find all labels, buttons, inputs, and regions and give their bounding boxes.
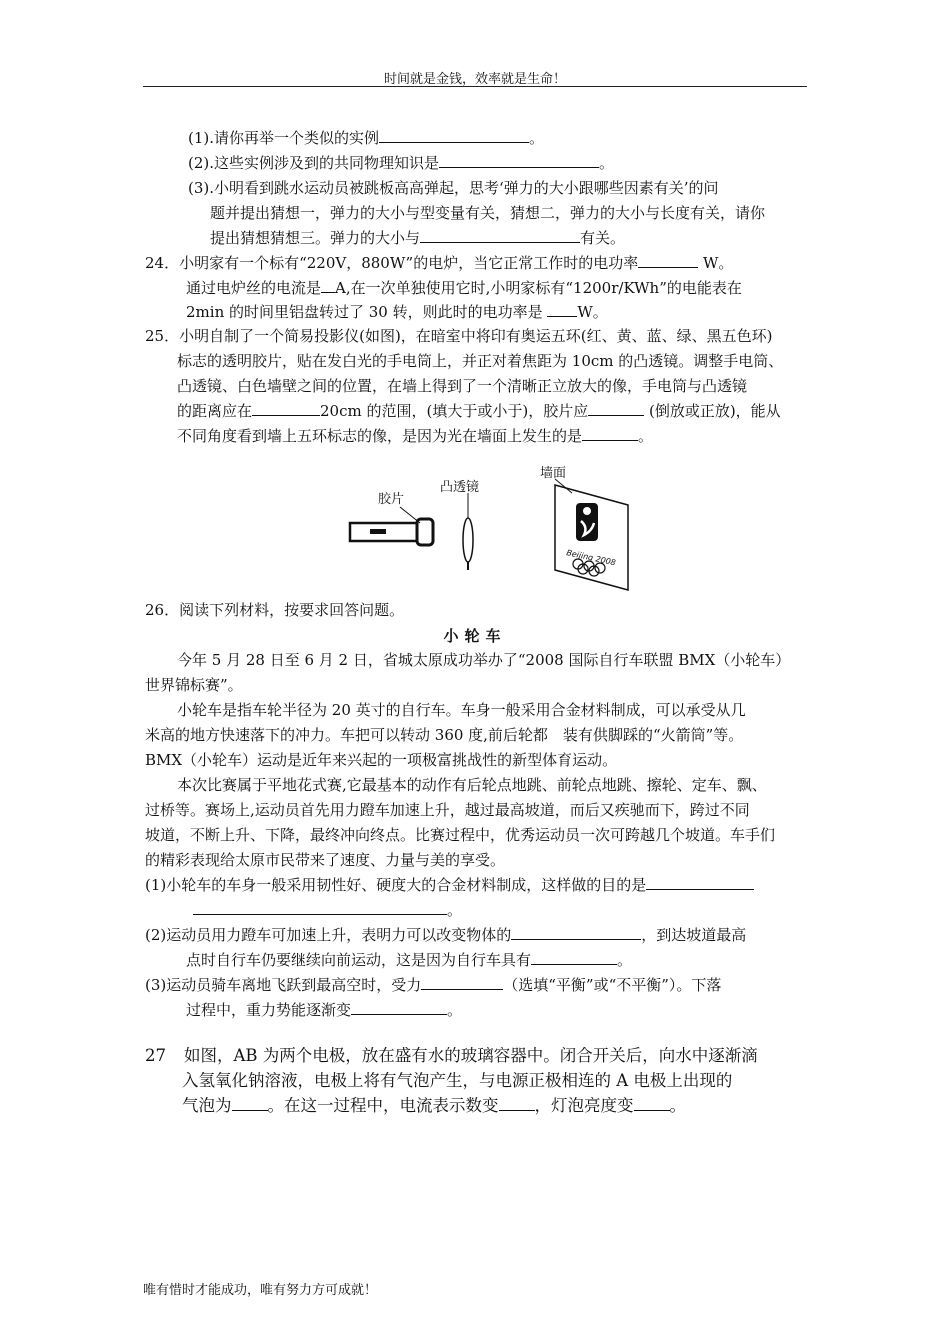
q26-answer-3-cont (186, 1000, 462, 1020)
projector-diagram (340, 465, 640, 595)
q26-p1-line-2: 世界锦标赛”。 (145, 676, 243, 694)
q24-text-2b: A,在一次单独使用它时,小明家标有“1200r/KWh”的电能表在 (335, 279, 742, 297)
q25-line-1: 25．小明自制了一个简易投影仪(如图)，在暗室中将印有奥运五环(红、黄、蓝、绿、黑五色环) (145, 327, 773, 345)
emblem-head (583, 507, 591, 515)
q26-answer-3-mid: （选填“平衡”或“不平衡”）。下落 (503, 976, 722, 994)
q23-item-3-line-1: (3).小明看到跳水运动员被跳板高高弹起，思考‘弹力的大小跟哪些因素有关’的问 (188, 179, 719, 197)
q26-answer-2-cont (186, 950, 632, 970)
answer-blank[interactable] (646, 875, 754, 890)
answer-blank[interactable] (321, 278, 335, 293)
q25-text-4c: (倒放或正放)，能从 (644, 402, 781, 420)
q27-text-3d: 。 (669, 1096, 686, 1115)
beijing-logo-text: Beijing 2008 (565, 548, 617, 568)
q27-number: 27 (145, 1046, 166, 1065)
flashlight-switch (370, 529, 386, 534)
film-label: 胶片 (378, 492, 405, 507)
answer-blank[interactable] (634, 1094, 670, 1111)
q26-answer-1-end: 。 (447, 901, 463, 919)
q27-text-1: 如图，AB 为两个电极，放在盛有水的玻璃容器中。闭合开关后，向水中逐渐滴 (184, 1046, 758, 1065)
answer-blank[interactable] (547, 302, 577, 317)
convex-lens (463, 518, 473, 562)
q26-p1-line-1: 今年 5 月 28 日至 6 月 2 日，省城太原成功举办了“2008 国际自行车联盟 BMX（小轮车） (177, 651, 791, 669)
q24-text-2: 通过电炉丝的电流是 (186, 279, 322, 297)
q26-answer-3-end: 。 (447, 1001, 463, 1019)
answer-blank[interactable] (351, 1000, 447, 1015)
answer-blank[interactable] (582, 426, 638, 441)
q26-p2-line-1: 小轮车是指车轮半径为 20 英寸的自行车。车身一般采用合金材料制成，可以承受从几 (177, 701, 746, 719)
page-footer: 唯有惜时才能成功，唯有努力方可成就！ (143, 1283, 378, 1298)
lens-label: 凸透镜 (440, 480, 480, 495)
article-title: 小轮车 (443, 627, 507, 645)
q24-unit-1: W。 (698, 254, 734, 272)
q26-p3-line-2: 过桥等。赛场上,运动员首先用力蹬车加速上升，越过最高坡道，而后又疾驰而下，跨过不同 (145, 801, 750, 819)
q27-text-3c: ，灯泡亮度变 (534, 1096, 634, 1115)
answer-blank[interactable] (420, 228, 580, 243)
q26-p2-line-3: BMX（小轮车）运动是近年来兴起的一项极富挑战性的新型体育运动。 (145, 751, 618, 769)
q26-p3-line-3: 坡道，不断上升、下降，最终冲向终点。比赛过程中，优秀运动员一次可跨越几个坡道。车手们 (145, 826, 776, 844)
q23-item-1-text: (1).请你再举一个类似的实例 (188, 129, 380, 147)
q25-text-4b: 20cm 的范围，(填大于或小于)，胶片应 (320, 402, 589, 420)
q27-text-3b: 。在这一过程中，电流表示数变 (267, 1096, 499, 1115)
q23-item-3-text: 提出猜想猜想三。弹力的大小与 (210, 229, 421, 247)
q26-answer-1 (145, 875, 754, 895)
q26-answer-3c-text: 过程中，重力势能逐渐变 (186, 1001, 352, 1019)
q27-line-1 (145, 1044, 758, 1068)
q27-line-3 (182, 1094, 686, 1118)
page-header: 时间就是金钱，效率就是生命！ (383, 72, 566, 87)
q26-answer-2-end: 。 (617, 951, 633, 969)
answer-blank[interactable] (232, 1094, 268, 1111)
q25-text-5a: 不同角度看到墙上五环标志的像，是因为光在墙面上发生的是 (177, 427, 583, 445)
q25-text-5b: 。 (638, 427, 654, 445)
answer-blank[interactable] (511, 925, 641, 940)
q26-answer-2-mid: ，到达坡道最高 (641, 926, 747, 944)
q27-line-2: 入氢氧化钠溶液，电极上将有气泡产生，与电源正极相连的 A 电极上出现的 (182, 1071, 733, 1090)
wall-label: 墙面 (540, 466, 567, 481)
q26-answer-3-text: (3)运动员骑车离地飞跃到最高空时，受力 (145, 976, 422, 994)
answer-blank[interactable] (499, 1094, 535, 1111)
q24-line-1 (145, 253, 733, 273)
q23-item-1-end: 。 (529, 129, 545, 147)
q23-item-3-end: 有关。 (580, 229, 626, 247)
q24-unit-3: W。 (577, 303, 608, 321)
q25-line-2: 标志的透明胶片，贴在发白光的手电筒上，并正对着焦距为 10cm 的凸透镜。调整手电筒、 (177, 352, 784, 370)
q26-intro: 26．阅读下列材料，按要求回答问题。 (145, 601, 405, 619)
q23-item-3-line-3 (210, 228, 625, 248)
q26-p2-line-2: 米高的地方快速落下的冲力。车把可以转动 360 度,前后轮都 装有供脚踩的“火箭筒”等。 (145, 726, 744, 744)
header-rule (143, 86, 807, 87)
answer-blank[interactable] (638, 253, 698, 268)
answer-blank[interactable] (252, 401, 320, 416)
q26-answer-1-text: (1)小轮车的车身一般采用韧性好、硬度大的合金材料制成，这样做的目的是 (145, 876, 647, 894)
q24-line-2 (186, 278, 742, 298)
q26-answer-2 (145, 925, 746, 945)
q23-item-2-text: (2).这些实例涉及到的共同物理知识是 (188, 154, 440, 172)
q26-answer-2c-text: 点时自行车仍要继续向前运动，这是因为自行车具有 (186, 951, 532, 969)
q23-item-2-end: 。 (599, 154, 615, 172)
answer-blank[interactable] (421, 975, 503, 990)
q23-item-1 (188, 128, 544, 148)
answer-blank[interactable] (379, 128, 529, 143)
q26-answer-2-text: (2)运动员用力蹬车可加速上升，表明力可以改变物体的 (145, 926, 512, 944)
answer-blank[interactable] (193, 900, 447, 915)
q27-text-3a: 气泡为 (182, 1096, 232, 1115)
q25-line-4 (177, 401, 781, 421)
answer-blank[interactable] (439, 153, 599, 168)
q25-text-4a: 的距离应在 (177, 402, 253, 420)
film-pointer (400, 507, 420, 523)
q25-line-5 (177, 426, 653, 446)
q24-line-3 (186, 302, 608, 322)
projector-figure (340, 465, 640, 595)
q23-item-3-line-2: 题并提出猜想一，弹力的大小与型变量有关，猜想二，弹力的大小与长度有关，请你 (210, 204, 766, 222)
q26-answer-3 (145, 975, 721, 995)
q25-line-3: 凸透镜、白色墙壁之间的位置，在墙上得到了一个清晰正立放大的像，手电筒与凸透镜 (177, 377, 748, 395)
q24-text-1: 24．小明家有一个标有“220V，880W”的电炉，当它正常工作时的电功率 (145, 254, 639, 272)
q26-p3-line-1: 本次比赛属于平地花式赛,它最基本的动作有后轮点地跳、前轮点地跳、擦轮、定车、飘、 (177, 776, 767, 794)
answer-blank[interactable] (588, 401, 644, 416)
q26-p3-line-4: 的精彩表现给太原市民带来了速度、力量与美的享受。 (145, 851, 506, 869)
answer-blank[interactable] (531, 950, 617, 965)
q24-text-3: 2min 的时间里铝盘转过了 30 转，则此时的电功率是 (186, 303, 548, 321)
q23-item-2 (188, 153, 614, 173)
q26-answer-1-cont (193, 900, 462, 920)
